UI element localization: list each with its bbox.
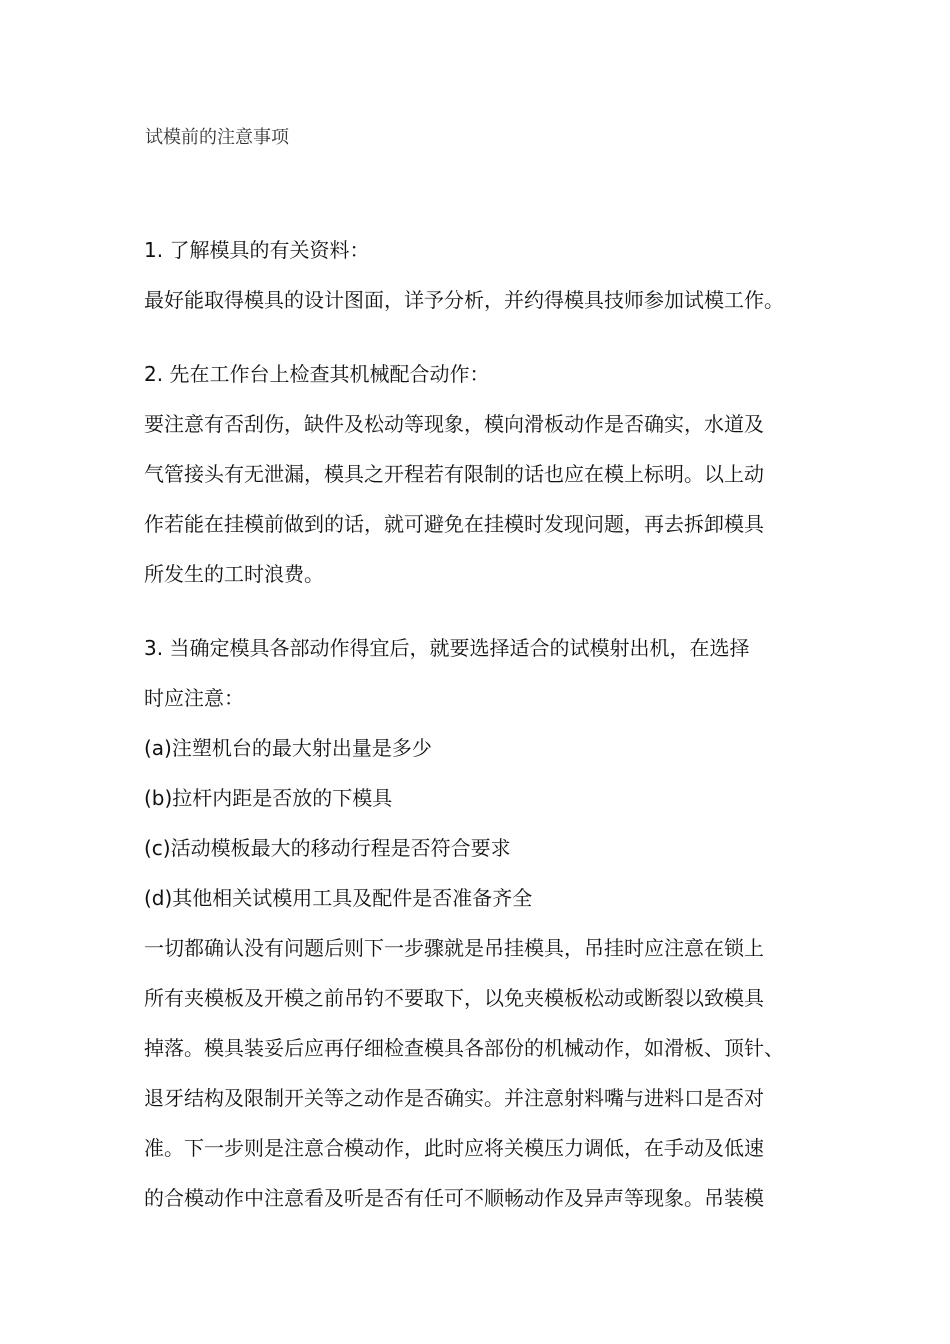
section-1-heading: 1. 了解模具的有关资料：: [144, 238, 370, 262]
paragraph-line: 退牙结构及限制开关等之动作是否确实。并注意射料嘴与进料口是否对: [144, 1086, 764, 1110]
section-3-heading: 3. 当确定模具各部动作得宜后，就要选择适合的试模射出机，在选择: [144, 636, 750, 660]
paragraph-line: 要注意有否刮伤，缺件及松动等现象，模向滑板动作是否确实，水道及: [144, 412, 764, 436]
list-item-b: (b)拉杆内距是否放的下模具: [144, 786, 393, 810]
list-item-d: (d)其他相关试模用工具及配件是否准备齐全: [144, 886, 533, 910]
list-item-c: (c)活动模板最大的移动行程是否符合要求: [144, 836, 511, 860]
paragraph-line: 准。下一步则是注意合模动作，此时应将关模压力调低，在手动及低速: [144, 1136, 764, 1160]
paragraph-line: 作若能在挂模前做到的话，就可避免在挂模时发现问题，再去拆卸模具: [144, 512, 764, 536]
paragraph-line: 的合模动作中注意看及听是否有任可不顺畅动作及异声等现象。吊装模: [144, 1186, 764, 1210]
list-item-a: (a)注塑机台的最大射出量是多少: [144, 736, 432, 760]
paragraph-line: 所发生的工时浪费。: [144, 562, 324, 586]
paragraph-line: 一切都确认没有问题后则下一步骤就是吊挂模具，吊挂时应注意在锁上: [144, 936, 764, 960]
paragraph-line: 气管接头有无泄漏，模具之开程若有限制的话也应在模上标明。以上动: [144, 462, 764, 486]
document-title: 试模前的注意事项: [145, 127, 289, 148]
paragraph-line: 时应注意：: [144, 686, 244, 710]
paragraph-line: 掉落。模具装妥后应再仔细检查模具各部份的机械动作，如滑板、顶针、: [144, 1036, 784, 1060]
paragraph-line: 所有夹模板及开模之前吊钓不要取下，以免夹模板松动或断裂以致模具: [144, 986, 764, 1010]
section-2-heading: 2. 先在工作台上检查其机械配合动作：: [144, 362, 490, 386]
paragraph-line: 最好能取得模具的设计图面，详予分析，并约得模具技师参加试模工作。: [144, 288, 784, 312]
